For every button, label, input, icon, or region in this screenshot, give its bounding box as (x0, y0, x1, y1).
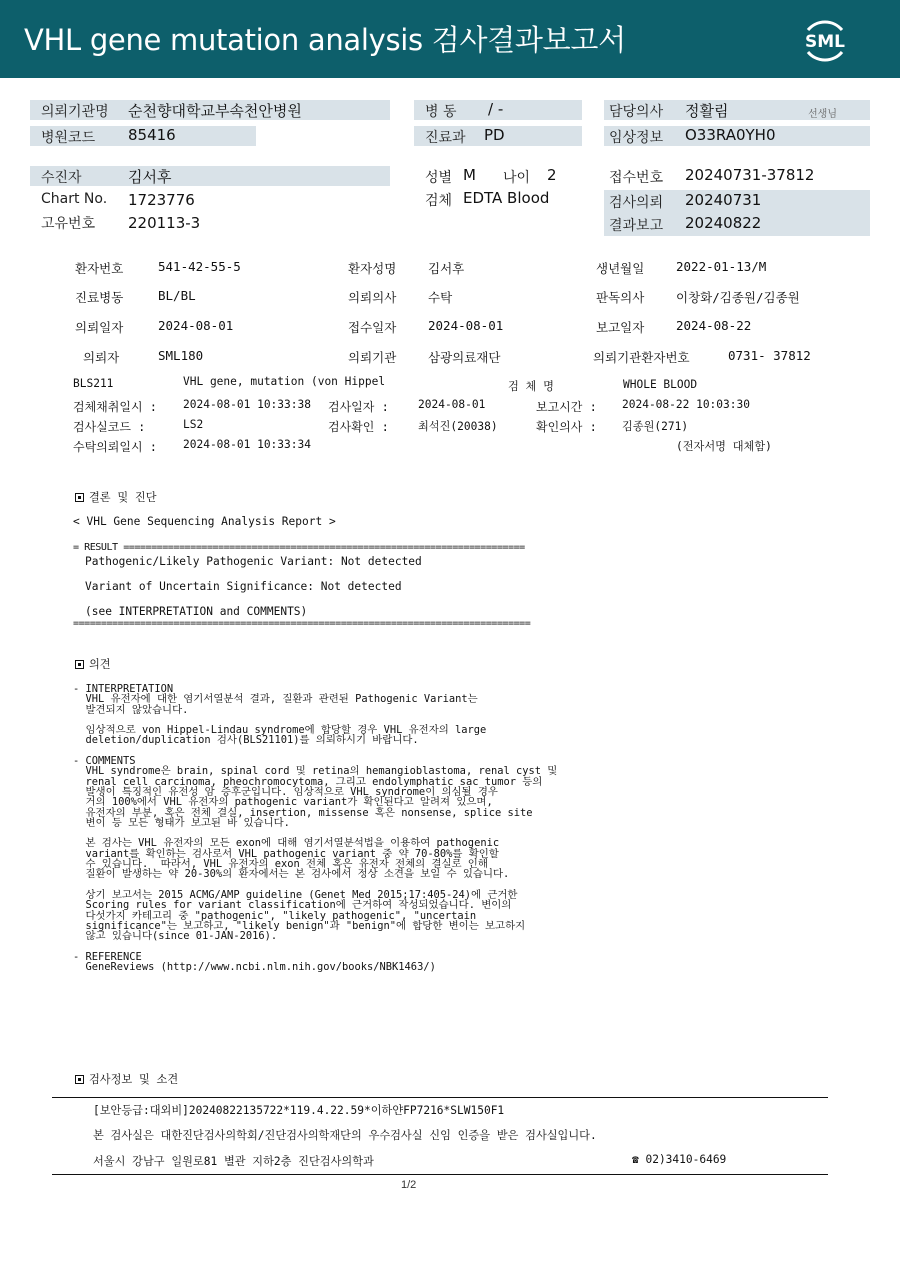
rh-r4-value1: SML180 (158, 348, 204, 363)
conclusion-heading (75, 489, 157, 505)
room-value: LS2 (183, 418, 204, 431)
opinion-text: - INTERPRETATION VHL 유전자에 대한 염기서열분석 결과, 질환과 관련된 Pathogenic Variant는 발견되지 않았습니다. 임상적으로 von Hippel-Lindau syndrome에 합당할 경우 VHL 유전자의 large deletion/duplication 검사(BLS21101)를 의뢰하시기 바랍니다. - COMMENTS VHL syndrome은 brain, spinal cord 및 retina의 hemangioblastoma, renal cyst 및 renal cell carcinoma, pheochromocytoma, 그리고 endolymphatic sac tumor 등의 발생이 특징적인 유전성 암 증후군입니다. 임상적으로 VHL syndrome이 의심될 경우 거의 100%에서 VHL 유전자의 pathogenic variant가 확인된다고 알려져 있으며, 유전자의 부분, 혹은 전체 결실, insertion, missense 혹은 nonsense, splice site 변이 등 모든 형태가 보고된 바 있습니다. 본 검사는 VHL 유전자의 모든 exon에 대해 염기서열분석법을 이용하여 pathogenic variant를 확인하는 검사로서 VHL pathogenic variant 중 약 70-80%를 확인할 수 있습니다. 따라서, VHL 유전자의 exon 전체 혹은 유전자 전체의 결실로 인해 질환이 발생하는 약 20-30%의 환자에서는 본 검사에서 정상 소견을 보일 수 있습니다. 상기 보고서는 2015 ACMG/AMP guideline (Genet Med 2015;17:405-24)에 근거한 Scoring rules for variant classification에 근거하여 작성되었습니다. 변이의 다섯가지 카테고리 중 "pathogenic", "likely pathogenic", "uncertain significance"는 보고하고, "likely benign"과 "benign"에 합당한 변이는 보고하지 않고 있습니다(since 01-JAN-2016). - REFERENCE GeneReviews (http://www.ncbi.nlm.nih.gov/books/NBK1463/) (73, 683, 558, 974)
rh-r3-value2: 2024-08-01 (428, 318, 504, 333)
section-marker-icon (75, 493, 84, 502)
sex-label: 성별 (425, 170, 453, 186)
clinical-value: O33RA0YH0 (685, 126, 776, 144)
security-line: [보안등급:대외비]20240822135722*119.4.22.59*이하얀FP7216*SLW150F1 (93, 1104, 505, 1117)
hospcode-value: 85416 (128, 126, 176, 144)
report-title: < VHL Gene Sequencing Analysis Report > (73, 515, 336, 528)
inst-value: 순천향대학교부속천안병원 (128, 102, 302, 120)
rh-r1-value1: 541-42-55-5 (158, 259, 241, 274)
sml-logo-icon (798, 14, 852, 66)
confdoc-label: 확인의사 : (536, 420, 597, 434)
rh-r4-label1: 의뢰자 (83, 350, 120, 365)
request-value: 20240731 (685, 191, 762, 209)
reporttime-value: 2024-08-22 10:03:30 (622, 398, 750, 411)
hospcode-label: 병원코드 (41, 130, 96, 146)
rh-r3-value3: 2024-08-22 (676, 318, 752, 333)
pathogenic-result: Pathogenic/Likely Pathogenic Variant: Not detected (85, 555, 422, 568)
patient-bar (30, 166, 390, 186)
room-label: 검사실코드 : (73, 420, 146, 434)
rh-r1-value3: 2022-01-13/M (676, 259, 767, 274)
ward-label: 병 동 (425, 104, 457, 120)
page-header (0, 0, 900, 78)
uid-value: 220113-3 (128, 214, 201, 232)
rh-r3-value1: 2024-08-01 (158, 318, 234, 333)
collect-label: 검체채취일시 : (73, 400, 158, 414)
age-label: 나이 (503, 170, 531, 186)
info-title: 검사정보 및 소견 (89, 1073, 179, 1086)
address-line: 서울시 강남구 일원로81 별관 지하2층 진단검사의학과 (93, 1155, 374, 1168)
rh-r1-label3: 생년월일 (596, 261, 645, 276)
chart-value: 1723776 (128, 191, 195, 209)
info-heading (75, 1071, 178, 1087)
rh-r2-label2: 의뢰의사 (348, 290, 397, 305)
testdate-label: 검사일자 : (328, 400, 389, 414)
uid-label: 고유번호 (41, 216, 96, 232)
dept-label: 진료과 (425, 130, 466, 146)
rh-r1-label1: 환자번호 (75, 261, 124, 276)
inst-label: 의뢰기관명 (41, 104, 109, 120)
confirm-label: 검사확인 : (328, 420, 389, 434)
patient-label: 수진자 (41, 170, 82, 186)
rh-r4-label3: 의뢰기관환자번호 (593, 350, 690, 365)
clinical-label: 임상정보 (609, 130, 664, 146)
vus-result: Variant of Uncertain Significance: Not detected (85, 580, 402, 593)
opinion-title: 의견 (89, 658, 111, 671)
footer-bottom-rule (52, 1174, 828, 1175)
rh-r3-label3: 보고일자 (596, 320, 645, 335)
patient-value: 김서후 (128, 168, 172, 186)
test-code: BLS211 (73, 377, 114, 390)
conclusion-title: 결론 및 진단 (89, 491, 157, 504)
result-divider: ================================================================================== (73, 618, 531, 629)
rh-r3-label1: 의뢰일자 (75, 320, 124, 335)
receipt-label: 접수번호 (609, 170, 664, 186)
test-name: VHL gene, mutation (von Hippel (183, 375, 386, 388)
rh-r2-value3: 이창화/김종원/김종원 (676, 290, 800, 305)
receipt-value: 20240731-37812 (685, 166, 815, 184)
doctor-suffix: 선생님 (808, 109, 837, 120)
request-label: 검사의뢰 (609, 195, 664, 211)
test-specimen-value: WHOLE BLOOD (623, 378, 698, 391)
report-label: 결과보고 (609, 218, 664, 234)
test-specimen-label: 검 체 명 (508, 380, 554, 393)
see-note: (see INTERPRETATION and COMMENTS) (85, 605, 308, 618)
phone-line: ☎ 02)3410-6469 (632, 1153, 727, 1166)
doctor-label: 담당의사 (609, 104, 664, 120)
ward-value: / - (488, 100, 504, 118)
page-title: VHL gene mutation analysis 검사결과보고서 (24, 23, 626, 57)
opinion-heading (75, 656, 111, 672)
sex-value: M (463, 166, 476, 184)
contract-value: 2024-08-01 10:33:34 (183, 438, 311, 451)
rh-r4-label2: 의뢰기관 (348, 350, 397, 365)
esign-note: (전자서명 대체함) (676, 440, 772, 453)
rh-r2-label3: 판독의사 (596, 290, 645, 305)
contract-label: 수탁의뢰일시 : (73, 440, 158, 454)
result-line: = RESULT ======================================================================== (73, 542, 525, 553)
doctor-value: 정활림 (685, 102, 729, 120)
specimen-value: EDTA Blood (463, 189, 550, 207)
cert-line: 본 검사실은 대한진단검사의학회/진단검사의학재단의 우수검사실 신임 인증을 받은 검사실입니다. (93, 1129, 597, 1142)
rh-r2-value1: BL/BL (158, 288, 196, 303)
testdate-value: 2024-08-01 (418, 398, 486, 411)
rh-r3-label2: 접수일자 (348, 320, 397, 335)
logo-text: SML (805, 32, 845, 52)
page-number: 1/2 (401, 1179, 417, 1191)
reporttime-label: 보고시간 : (536, 400, 597, 414)
collect-value: 2024-08-01 10:33:38 (183, 398, 311, 411)
confdoc-value: 김종원(271) (622, 420, 689, 433)
rh-r1-label2: 환자성명 (348, 261, 397, 276)
confirm-value: 최석진(20038) (418, 420, 498, 433)
section-marker-icon (75, 1075, 84, 1084)
footer-top-rule (52, 1097, 828, 1098)
rh-r4-value2: 삼광의료재단 (428, 350, 501, 365)
rh-r4-value3: 0731- 37812 (728, 348, 811, 363)
chart-label: Chart No. (41, 191, 108, 207)
specimen-label: 검체 (425, 193, 453, 209)
rh-r2-value2: 수탁 (428, 290, 453, 305)
rh-r1-value2: 김서후 (428, 261, 465, 276)
section-marker-icon (75, 660, 84, 669)
dept-value: PD (484, 126, 505, 144)
report-value: 20240822 (685, 214, 762, 232)
age-value: 2 (547, 166, 557, 184)
rh-r2-label1: 진료병동 (75, 290, 124, 305)
